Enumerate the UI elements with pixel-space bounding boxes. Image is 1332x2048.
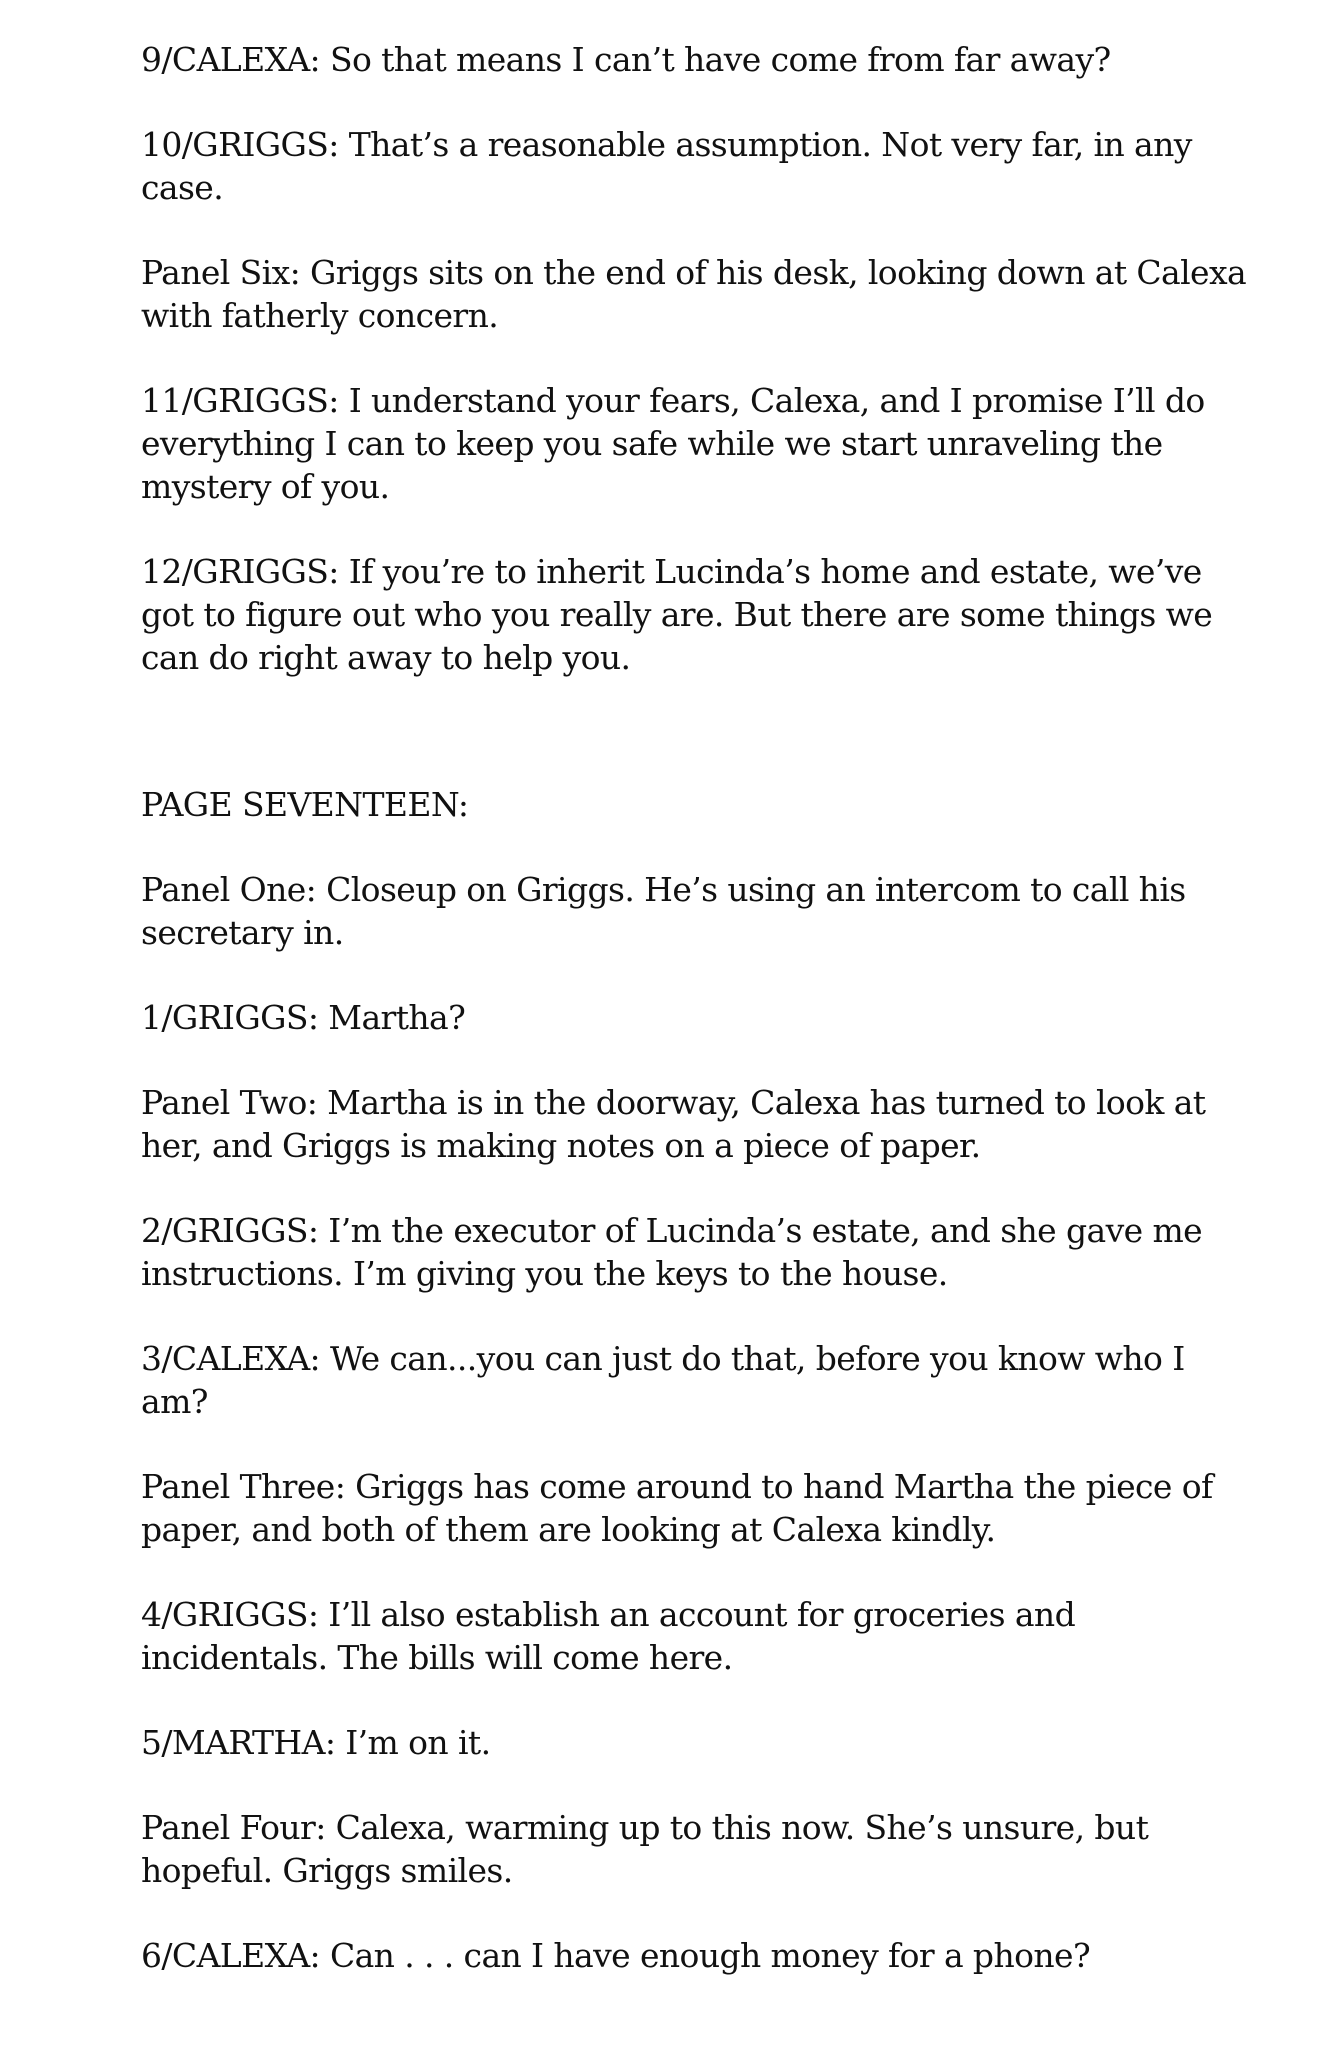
dialogue-1-griggs: 1/GRIGGS: Martha? xyxy=(141,998,466,1037)
panel-four-description: Panel Four: Calexa, warming up to this now. She’s unsure, but hopeful. Griggs smiles. xyxy=(141,1808,1149,1890)
dialogue-10-griggs: 10/GRIGGS: That’s a reasonable assumption. Not very far, in any case. xyxy=(141,125,1192,207)
dialogue-11-griggs: 11/GRIGGS: I understand your fears, Calexa, and I promise I’ll do everything I can to keep you safe while we start unraveling the mystery of you. xyxy=(141,381,1205,506)
dialogue-2-griggs: 2/GRIGGS: I’m the executor of Lucinda’s estate, and she gave me instructions. I’m giving you the keys to the house. xyxy=(141,1211,1203,1293)
dialogue-12-griggs: 12/GRIGGS: If you’re to inherit Lucinda’s home and estate, we’ve got to figure out who you really are. But there are some things we can do right away to help you. xyxy=(141,552,1213,677)
panel-one-description: Panel One: Closeup on Griggs. He’s using an intercom to call his secretary in. xyxy=(141,870,1186,952)
panel-three-description: Panel Three: Griggs has come around to hand Martha the piece of paper, and both of them are looking at Calexa kindly. xyxy=(141,1467,1213,1549)
dialogue-5-martha: 5/MARTHA: I’m on it. xyxy=(141,1723,491,1762)
dialogue-6-calexa: 6/CALEXA: Can . . . can I have enough money for a phone? xyxy=(141,1936,1091,1975)
dialogue-3-calexa: 3/CALEXA: We can...you can just do that, before you know who I am? xyxy=(141,1339,1185,1421)
panel-two-description: Panel Two: Martha is in the doorway, Calexa has turned to look at her, and Griggs is making notes on a piece of paper. xyxy=(141,1083,1206,1165)
dialogue-4-griggs: 4/GRIGGS: I’ll also establish an account for groceries and incidentals. The bills will come here. xyxy=(141,1595,1076,1677)
page-heading: PAGE SEVENTEEN: xyxy=(141,785,469,824)
script-page xyxy=(141,38,1261,2019)
dialogue-9-calexa: 9/CALEXA: So that means I can’t have come from far away? xyxy=(141,40,1111,79)
panel-six-description: Panel Six: Griggs sits on the end of his desk, looking down at Calexa with fatherly concern. xyxy=(141,253,1247,335)
